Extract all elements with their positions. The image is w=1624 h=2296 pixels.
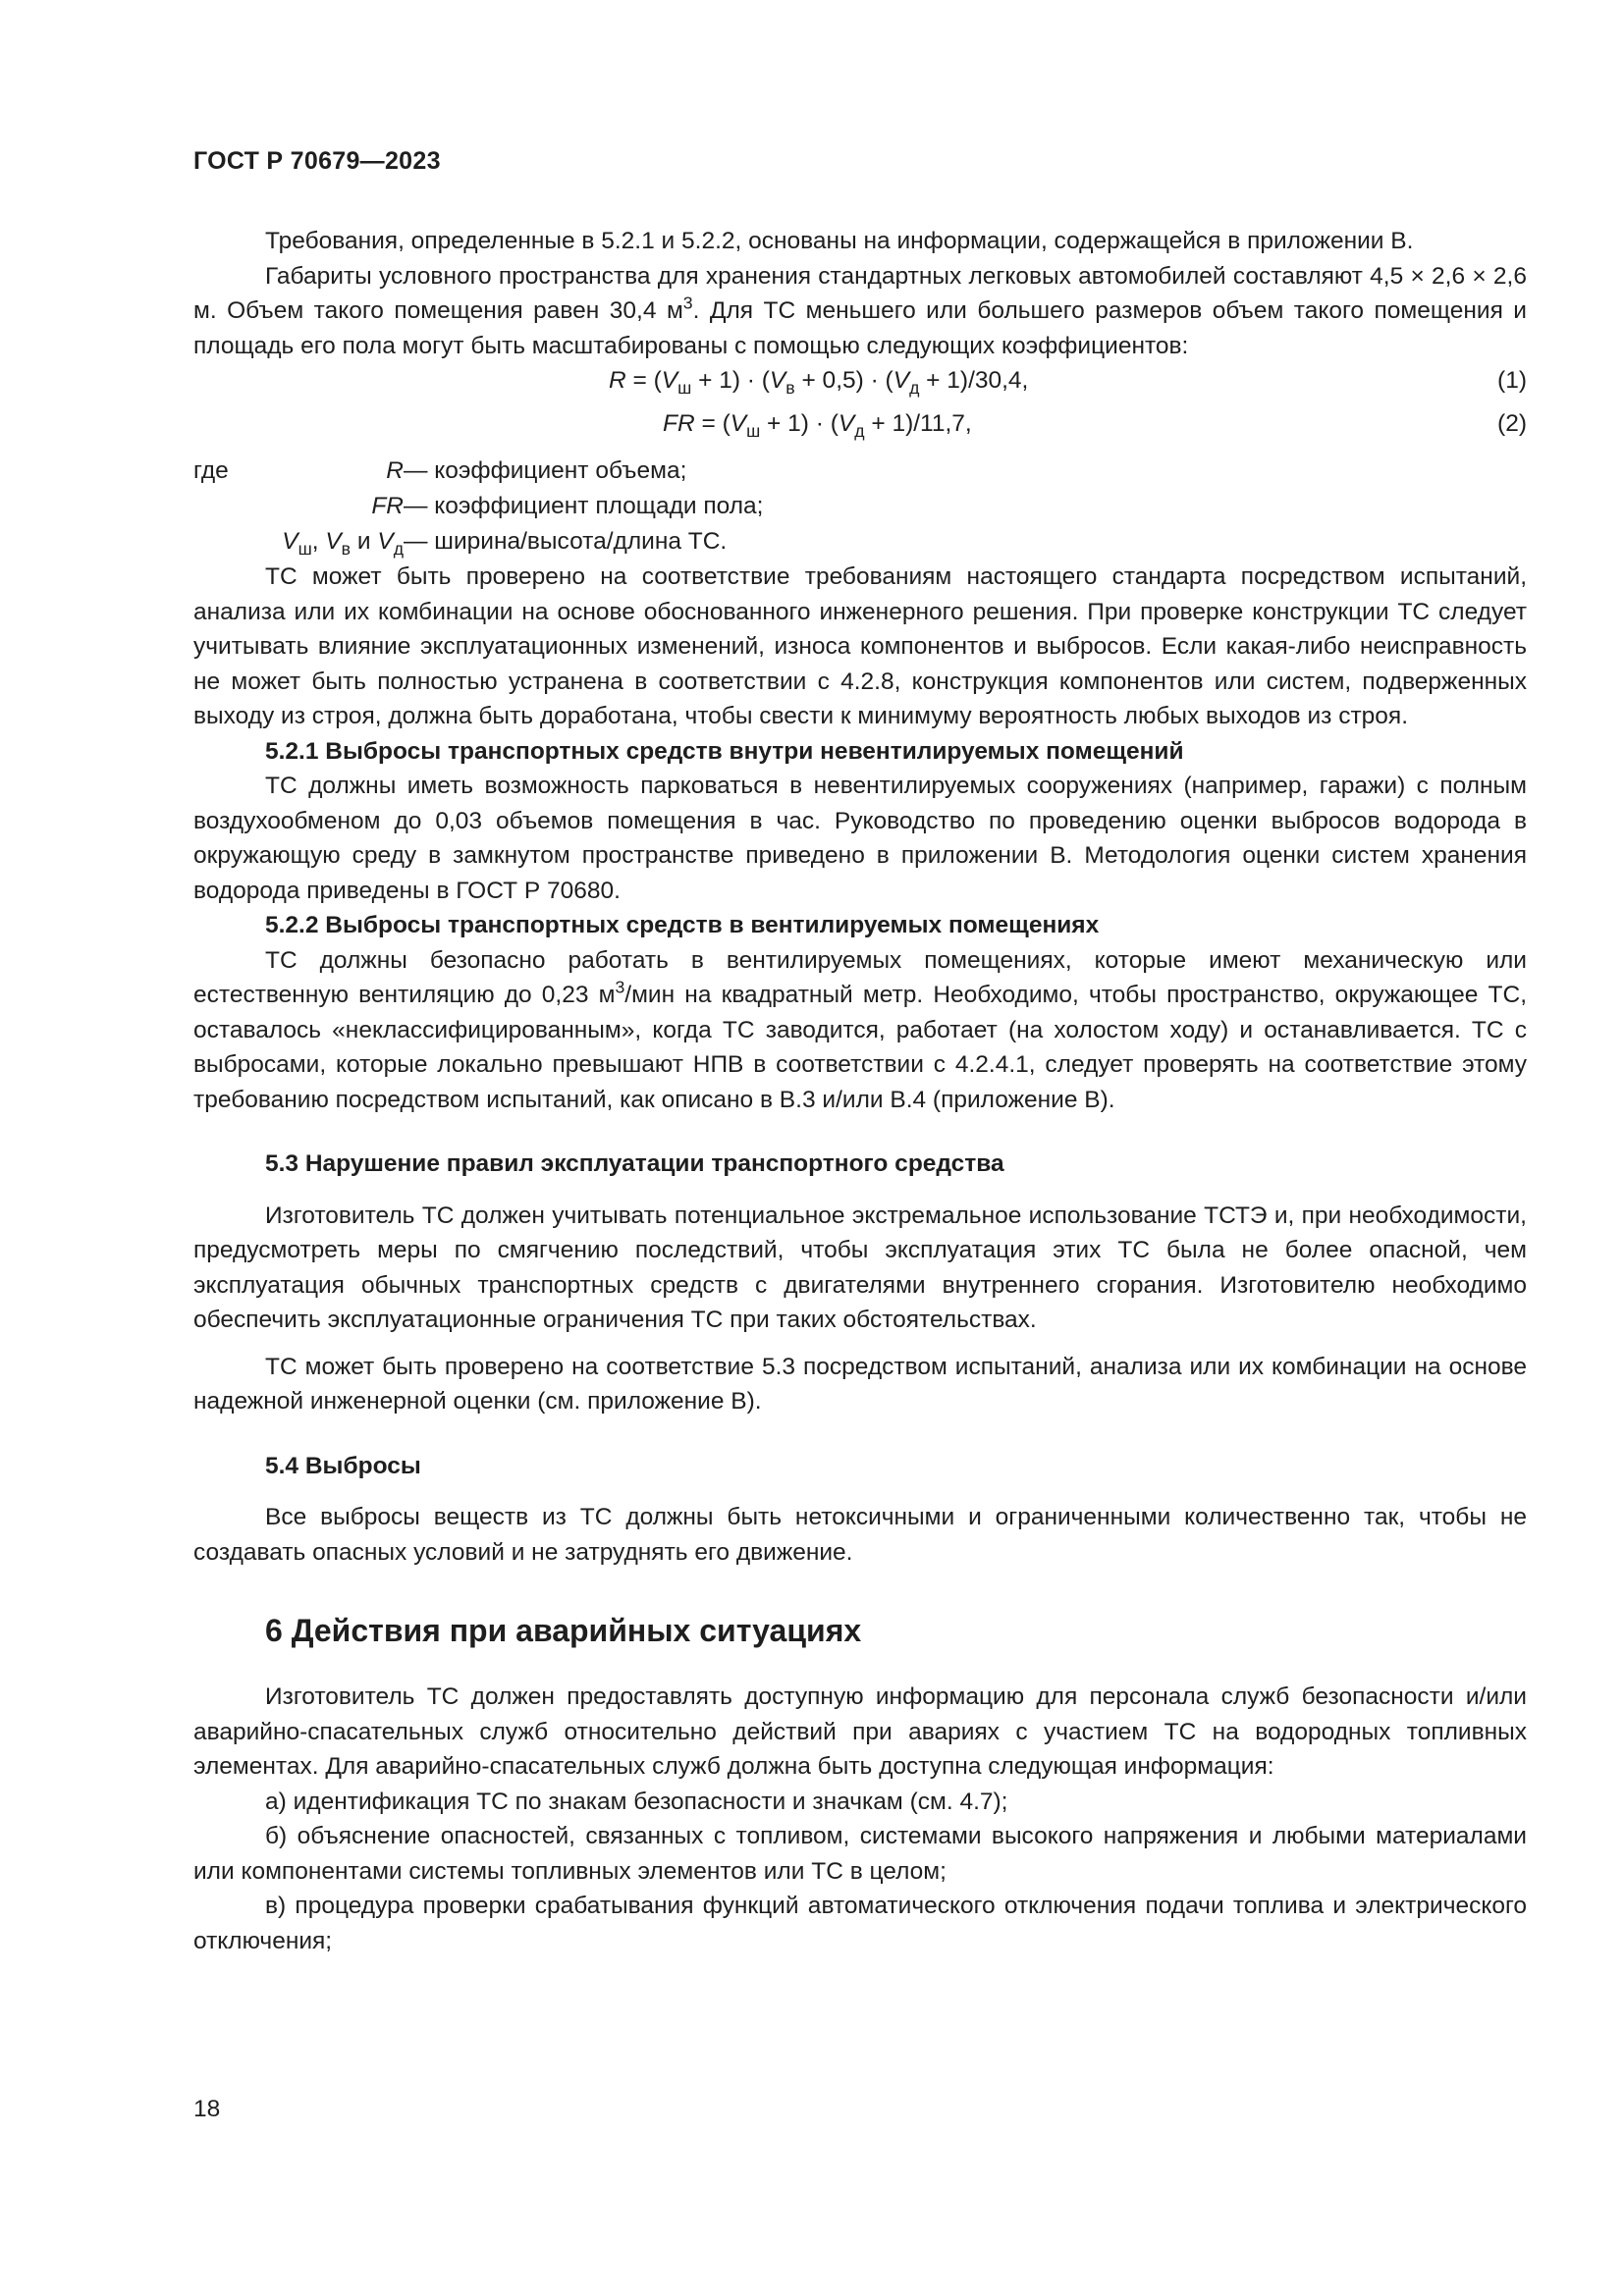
where-label: где bbox=[193, 457, 229, 484]
page-number: 18 bbox=[193, 2096, 221, 2122]
dimensions-text: Габариты условного пространства для хранения стандартных легковых автомобилей составляют 4,5 × 2,6 × 2,6 м. Объем такого помещения равен 30,4 м bbox=[193, 262, 1527, 324]
definition-symbol: R bbox=[386, 457, 404, 484]
section-5-4-paragraph: Все выбросы веществ из ТС должны быть нетоксичными и ограниченными количественно так, чтобы не создавать опасных условий и не затруднять его движение. bbox=[193, 1504, 1527, 1566]
section-heading-5-2-1: 5.2.1 Выбросы транспортных средств внутри невентилируемых помещений bbox=[265, 737, 1184, 765]
definition-text: — ширина/высота/длина ТС. bbox=[404, 528, 728, 555]
section-5-3-paragraph: Изготовитель ТС должен учитывать потенциальное экстремальное использование ТСТЭ и, при необходимости, предусмотреть меры по смягчению последствий, чтобы эксплуатация этих ТС была не более опасной, чем эксплуатация обычных транспортных средств с двигателями внутреннего сгорания. Изготовителю необходимо обеспечить эксплуатационные ограничения ТС при таких обстоятельствах. bbox=[193, 1201, 1527, 1333]
section-6-paragraph: Изготовитель ТС должен предоставлять доступную информацию для персонала служб безопасности и/или аварийно-спасательных служб относительно действий при авариях с участием ТС на водородных топливных элементах. Для аварийно-спасательных служб должна быть доступна следующая информация: bbox=[193, 1683, 1527, 1780]
intro-paragraph: Требования, определенные в 5.2.1 и 5.2.2, основаны на информации, содержащейся в приложении В. bbox=[265, 228, 1414, 254]
section-heading-6: 6 Действия при аварийных ситуациях bbox=[265, 1613, 862, 1648]
section-5-2-1-text: ТС должны иметь возможность парковаться в невентилируемых сооружениях (например, гаражи) с полным воздухообменом до 0,03 объемов помещения в час. Руководство по проведению оценки выбросов водорода в окружающую среду в замкнутом пространстве приведено в приложении В. Методология оценки систем хранения водорода приведены в ГОСТ Р 70680. bbox=[193, 773, 1527, 904]
formula-expression: FR = $(V_ш + 1) \cdot (V_д + 1)/11,7$, bbox=[663, 410, 972, 442]
section-5-3-paragraph: ТС может быть проверено на соответствие 5.3 посредством испытаний, анализа или их комбинации на основе надежной инженерной оценки (см. приложение В). bbox=[193, 1353, 1527, 1415]
formula-number: (2) bbox=[1497, 410, 1527, 437]
section-heading-5-2-2: 5.2.2 Выбросы транспортных средств в вентилируемых помещениях bbox=[265, 912, 1100, 938]
definition-symbol: FR bbox=[371, 493, 404, 519]
formula-volume-coefficient bbox=[193, 363, 1527, 406]
dimensions-paragraph bbox=[193, 259, 1527, 364]
dimensions-text-cont: . Для ТС меньшего или большего размеров объем такого помещения и площадь его пола могут быть масштабированы с помощью следующих коэффициентов: bbox=[193, 297, 1527, 359]
list-item: б) объяснение опасностей, связанных с топливом, системами высокого напряжения и любыми материалами или компонентами системы топливных элементов или ТС в целом; bbox=[193, 1823, 1527, 1885]
list-item: в) процедура проверки срабатывания функций автоматического отключения подачи топлива и электрического отключения; bbox=[193, 1893, 1527, 1954]
definition-symbol: $V_ш$, $V_в$ и $V_д$ bbox=[282, 528, 404, 560]
document-code-header: ГОСТ Р 70679—2023 bbox=[193, 147, 441, 175]
formula-expression: $R = (V_ш + 1) \cdot (V_в + 0,5) \cdot (V_д + 1)/30,4$, bbox=[609, 367, 1029, 399]
cubic-superscript: 3 bbox=[682, 293, 693, 313]
verification-paragraph: ТС может быть проверено на соответствие требованиям настоящего стандарта посредством испытаний, анализа или их комбинации на основе обоснованного инженерного решения. При проверке конструкции ТС следует учитывать влияние эксплуатационных изменений, износа компонентов и выбросов. Если какая-либо неисправность не может быть полностью устранена в соответствии с 4.2.8, конструкция компонентов или систем, подверженных выходу из строя, должна быть доработана, чтобы свести к минимуму вероятность любых выходов из строя. bbox=[193, 563, 1527, 729]
section-heading-5-3: 5.3 Нарушение правил эксплуатации транспортного средства bbox=[265, 1150, 1004, 1177]
formula-floor-coefficient bbox=[193, 406, 1527, 450]
symbol-definitions bbox=[193, 454, 1527, 560]
formula-number: (1) bbox=[1497, 367, 1527, 394]
definition-text: — коэффициент площади пола; bbox=[404, 493, 764, 519]
definition-text: — коэффициент объема; bbox=[404, 457, 687, 484]
section-5-2-2-text: ТС должны безопасно работать в вентилируемых помещениях, которые имеют механическую или естественную вентиляцию до 0,23 $м^3$/мин на квадратный метр. Необходимо, чтобы пространство, окружающее ТС, оставалось «неклассифицированным», когда ТС заводится, работает (на холостом ходу) и останавливается. ТС с выбросами, которые локально превышают НПВ в соответствии с 4.2.4.1, следует проверять на соответствие этому требованию посредством испытаний, как описано в В.3 и/или В.4 (приложение В). bbox=[193, 946, 1528, 1113]
list-item: а) идентификация ТС по знакам безопасности и значкам (см. 4.7); bbox=[265, 1788, 1008, 1815]
page-body bbox=[193, 224, 1527, 1958]
section-heading-5-4: 5.4 Выбросы bbox=[265, 1452, 421, 1479]
